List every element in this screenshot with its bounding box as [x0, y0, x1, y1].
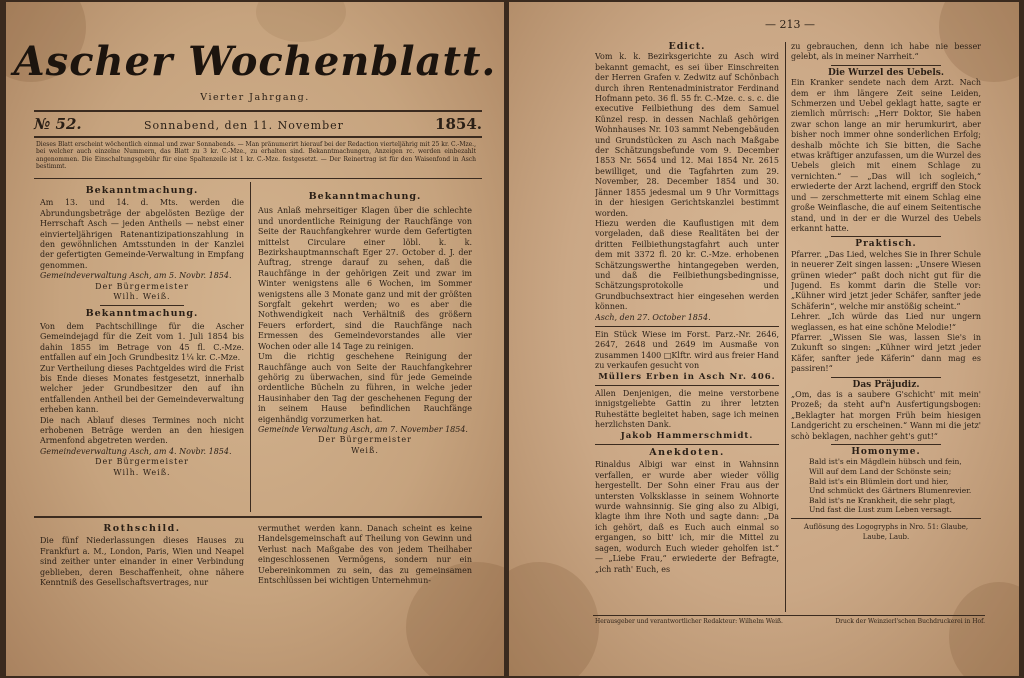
- divider: [595, 326, 779, 327]
- divider: [34, 516, 482, 518]
- story-heading: Die Wurzel des Uebels.: [828, 67, 944, 78]
- anecdotes-heading: Anekdoten.: [649, 447, 725, 459]
- story-body: Pfarrer. „Wissen Sie was, lassen Sie's in Zukunft so singen: „Kühner wird jetzt jeder Käfer, sanfter jede Käferin“ dann mag es passiren!“: [791, 332, 981, 374]
- page-number: — 213 —: [765, 18, 815, 31]
- puzzle-solution: Auflösung des Logogryphs in Nro. 51: Glaube, Laube, Laub.: [803, 523, 969, 542]
- divider: [34, 136, 482, 138]
- story-body: Pfarrer. „Das Lied, welches Sie in Ihrer Schule in neuerer Zeit singen lassen: „Unsere Wiesen grünen wieder“ paßt doch nicht gut für die Jugend. Es kommt darin die Stelle vor: „Kühner wird jetzt jeder Schäfer, sanfter jede Schäferin“, welche mir anstößig scheint.“: [791, 249, 981, 311]
- story-body: „Om, das is a saubere G'schicht' mit mein' Prozeß; da steht auf'n Ausfertigungsbogen: „Beklagter hat morgen Früh beim hiesigen Landgericht zu erscheinen.“ Wann mi die jetz' schò beklagen, nachher geht's gut!“: [791, 390, 981, 441]
- announcement-signature: Wilh. Weiß.: [113, 292, 171, 302]
- announcement-signature: Weiß.: [351, 445, 379, 455]
- divider: [831, 65, 941, 66]
- anecdotes-body: Rinaldus Albigi war einst in Wahnsinn verfallen, er wurde aber wieder völlig hergestellt. Der Sohn einer Frau aus der untersten Volksklasse in seinem Wohnorte wurde wahnsinnig. Sie ging also zu Albigi, klagte ihm ihre Noth und sagte dann: „Da ich gehört, daß es Euch auch einmal so ergangen, so bitt' ich, mir die Mittel zu sagen, wodurch Euch wieder geholfen ist.“ — „Liebe Frau,“ erwiederte der Befragte, „ich rath' Euch, es: [595, 460, 779, 574]
- announcement-body: Um die richtig geschehene Reinigung der Rauchfänge auch von Seite der Rauchfangkehrer gehörig zu überwachen, sind für jede Gemeinde ordentliche Bücheln zu führen, in welche jeder Hausinhaber den Tag der geschehenen Fegung der in seinem Hause befindlichen Rauchfänge eigenhändig vorzumerken hat.: [258, 352, 472, 424]
- edict-body: Vom k. k. Bezirksgerichte zu Asch wird bekannt gemacht, es sei über Einschreiten der Herren Grafen v. Zedwitz auf Schönbach durch ihren Rentenadministrator Ferdinand Hofmann peto. 36 fl. 55 fr. C.-Mze. c. s. c. die executive Feilbiethung des dem Samuel Künzel resp. in dessen Nachlaß gehörigen Wohnhauses Nr. 103 sammt Nebengebäuden und Grundstücken zu Asch nach Maßgabe der Schätzungsbefunde vom 9. December 1853 Nr. 5654 und 12. Mai 1854 Nr. 2615 bewilliget, und die Tagfahrten zum 29. November, 28. December 1854 und 30. Jänner 1855 jedesmal um 9 Uhr Vormittags in der hiesigen Gerichtskanzlei bestimmt worden.: [595, 52, 779, 218]
- article-body: Die fünf Niederlassungen dieses Hauses zu Frankfurt a. M., London, Paris, Wien und Neapel sind zeither unter einander in einer Verbindung geblieben, deren Beschaffenheit, ohne nähere Kenntniß des Gesellschaftsvertrages, nur: [40, 536, 244, 588]
- announcement-signature: Wilh. Weiß.: [113, 467, 171, 477]
- imprint-printer: Druck der Weinzierl'schen Buchdruckerei in Hof.: [835, 618, 985, 625]
- divider: [595, 444, 779, 445]
- left-column-2: [258, 192, 472, 510]
- announcement-body: Die nach Ablauf dieses Termines noch nicht erhobenen Beträge werden an den hiesigen Armenfond abgetreten werden.: [40, 415, 244, 446]
- back-page: [509, 2, 1019, 676]
- rothschild-article-left: [40, 524, 244, 614]
- announcement-body: Von dem Pachtschillinge für die Ascher Gemeindejagd für die Zeit vom 1. Juli 1854 bis dahin 1855 im Betrage von 45 fl. C.-Mze. entfallen auf ein Joch Grundbesitz 1¼ kr. C.-Mze.: [40, 321, 244, 363]
- stain: [509, 562, 599, 676]
- left-column-1: [40, 186, 244, 516]
- poem-line: Bald ist's ein Blümlein dort und hier,: [809, 476, 949, 486]
- divider: [831, 236, 941, 237]
- divider: [593, 615, 985, 616]
- edict-heading: Edict.: [668, 42, 706, 52]
- poem-heading: Homonyme.: [851, 447, 921, 458]
- stain: [256, 2, 346, 42]
- divider: [831, 444, 941, 445]
- poem-line: Will auf dem Land der Schönste sein;: [809, 467, 952, 477]
- announcement-body: Am 13. und 14. d. Mts. werden die Abrundungsbeträge der abgelösten Bezüge der Herrschaft Asch — jeden Antheils — nebst einer einvierteljährigen Ratenantizipationszahlung in den gewöhnlichen Amtsstunden in der Kanzlei der gefertigten Gemeinde-Verwaltung in Empfang genommen.: [40, 198, 244, 270]
- classified-ad: Ein Stück Wiese im Forst. Parz.-Nr. 2646, 2647, 2648 und 2649 im Ausmaße von zusammen 1400 □Klftr. wird aus freier Hand zu verkaufen gesucht von: [595, 329, 779, 371]
- thanks-notice: Allen Denjenigen, die meine verstorbene innigstgeliebte Gattin zu ihrer letzten Ruhestätte begleitet haben, sage ich meinen herzlichsten Dank.: [595, 389, 779, 430]
- volume-line: Vierter Jahrgang.: [200, 92, 310, 103]
- announcement-role: Der Bürgermeister: [95, 281, 189, 291]
- announcement-body: Aus Anlaß mehrseitiger Klagen über die schlechte und unordentliche Reinigung der Rauchfänge von Seite der Rauchfangkehrer wurde dem Gefertigten mittelst Circulare einer löbl. k. k. Bezirkshauptmannschaft Eger 27. October d. J. der Auftrag, strenge darauf zu sehen, daß die Rauchfänge in der gehörigen Zeit und zwar im Winter wenigstens alle 6 Wochen, im Sommer wenigstens alle 3 Monate ganz und mit der größten Sorgfalt gekehrt werden; wo es aber die Nothwendigkeit nach Verhältniß des größern Feuers erfordert, sind die Rauchfänge nach Ermessen des Gemeindevorstandes alle vier Wochen oder alle 14 Tage zu reinigen.: [258, 206, 472, 351]
- divider: [791, 518, 981, 519]
- divider: [100, 305, 184, 306]
- announcement-place: Gemeindeverwaltung Asch, am 5. Novbr. 1854.: [40, 271, 232, 281]
- edict-body: Hiezu werden die Kauflustigen mit dem vorgeladen, daß diese Realitäten bei der dritten Feilbiethungstagfahrt auch unter dem mit 3372 fl. 20 kr. C.-Mze. erhobenen Schätzungswerthe hintangegeben werden, und daß die Feilbiethungsbedingnisse, Schätzungsprotokolle und Grundbuchsextract hier eingesehen werden können.: [595, 218, 779, 312]
- story-heading: Praktisch.: [855, 239, 917, 250]
- anecdote-continued: zu gebrauchen, denn ich habe nie besser gelebt, als in meiner Narrheit.“: [791, 42, 981, 62]
- announcement-place: Gemeindeverwaltung Asch, am 4. Novbr. 1854.: [40, 446, 232, 456]
- masthead-title: Ascher Wochenblatt.: [13, 38, 497, 85]
- announcement-heading: Bekanntmachung.: [85, 308, 199, 320]
- divider: [34, 178, 482, 179]
- announcement-role: Der Bürgermeister: [318, 435, 412, 445]
- divider: [595, 385, 779, 386]
- announcement-body: Zur Vertheilung dieses Pachtgeldes wird die Frist bis Ende dieses Monates festgesetzt, innerhalb welcher jeder Grundbesitzer den auf ihn entfallenden Antheil bei der Gemeindeverwaltung erheben kann.: [40, 363, 244, 415]
- announcement-role: Der Bürgermeister: [95, 457, 189, 467]
- story-heading: Das Präjudiz.: [852, 379, 920, 390]
- article-body: vermuthet werden kann. Danach scheint es keine Handelsgemeinschaft auf Theilung von Gewinn und Verlust nach Maßgabe des von jedem Theilhaber eingeschlossenen Vermögens, sondern nur ein Uebereinkommen zu sein, das zu gemeinsamen Entschlüssen bei wichtigen Unternehmun-: [258, 524, 472, 586]
- right-column-2: [791, 42, 981, 614]
- thanks-notice-signature: Jakob Hammerschmidt.: [620, 430, 754, 441]
- column-divider: [785, 42, 786, 612]
- story-body: Lehrer. „Ich würde das Lied nur ungern weglassen, es hat eine schöne Melodie!“: [791, 312, 981, 332]
- article-heading: Rothschild.: [103, 524, 181, 534]
- poem-line: Bald ist's ein Mägdlein hübsch und fein,: [809, 457, 962, 467]
- divider: [831, 377, 941, 378]
- story-body: Ein Kranker sendete nach dem Arzt. Nach dem er ihm längere Zeit seine Leiden, Schmerzen und Uebel geklagt hatte, sagte er ziemlich mürrisch: „Herr Doktor, Sie haben zwar schon lange an mir herumkurirt, aber bisher noch immer ohne sonderlichen Erfolg; deshalb möchte ich Sie bitten, die Sache etwas kräftiger anzufassen, um die Wurzel des Uebels gleich mit einem Schlage zu vernichten.“ — „Das will ich sogleich,“ erwiederte der Arzt lachend, ergriff den Stock und — zerschmetterte mit einem Schlag eine große Weinflasche, die auf einem Seitentische stand, und in der er die Wurzel des Uebels erkannt hatte.: [791, 78, 981, 233]
- imprint-editor: Herausgeber und verantwortlicher Redakteur: Wilhelm Weiß.: [595, 618, 783, 625]
- poem: [791, 457, 981, 515]
- right-column-1: [595, 42, 779, 614]
- announcement-heading: Bekanntmachung.: [308, 192, 422, 202]
- issue-date: Sonnabend, den 11. November: [144, 119, 344, 132]
- front-page: [6, 2, 504, 676]
- poem-line: Und fast die Lust zum Leben versagt.: [809, 505, 952, 515]
- issue-number: № 52.: [34, 115, 82, 133]
- edict-place: Asch, den 27. October 1854.: [595, 312, 711, 322]
- rothschild-article-right: [258, 524, 472, 614]
- issue-year: 1854.: [435, 115, 482, 133]
- divider: [34, 110, 482, 112]
- poem-line: Bald ist's ne Krankheit, die sehr plagt,: [809, 495, 956, 505]
- announcement-place: Gemeinde Verwaltung Asch, am 7. November 1854.: [258, 424, 468, 434]
- announcement-heading: Bekanntmachung.: [85, 186, 199, 196]
- poem-line: Und schmückt des Gärtners Blumenrevier.: [809, 486, 972, 496]
- classified-ad-signature: Müllers Erben in Asch Nr. 406.: [598, 371, 776, 382]
- subscription-notice: Dieses Blatt erscheint wöchentlich einmal und zwar Sonnabends. — Man pränumerirt hierauf bei der Redaction vierteljährig mit 25 kr. C.-Mze., bei welcher auch einzelne Nummern, das Blatt zu 3 kr. C.-Mze., zu erhalten sind. Bekanntmachungen, Anzeigen rc. werden einbezahlt angenommen. Die Einschaltungsgebühr für eine Spaltenzeile ist 1 kr. C.-Mze. festgesetzt. — Der Reinertrag ist für den Waisenfond in Asch bestimmt.: [36, 141, 476, 170]
- column-divider: [250, 182, 251, 512]
